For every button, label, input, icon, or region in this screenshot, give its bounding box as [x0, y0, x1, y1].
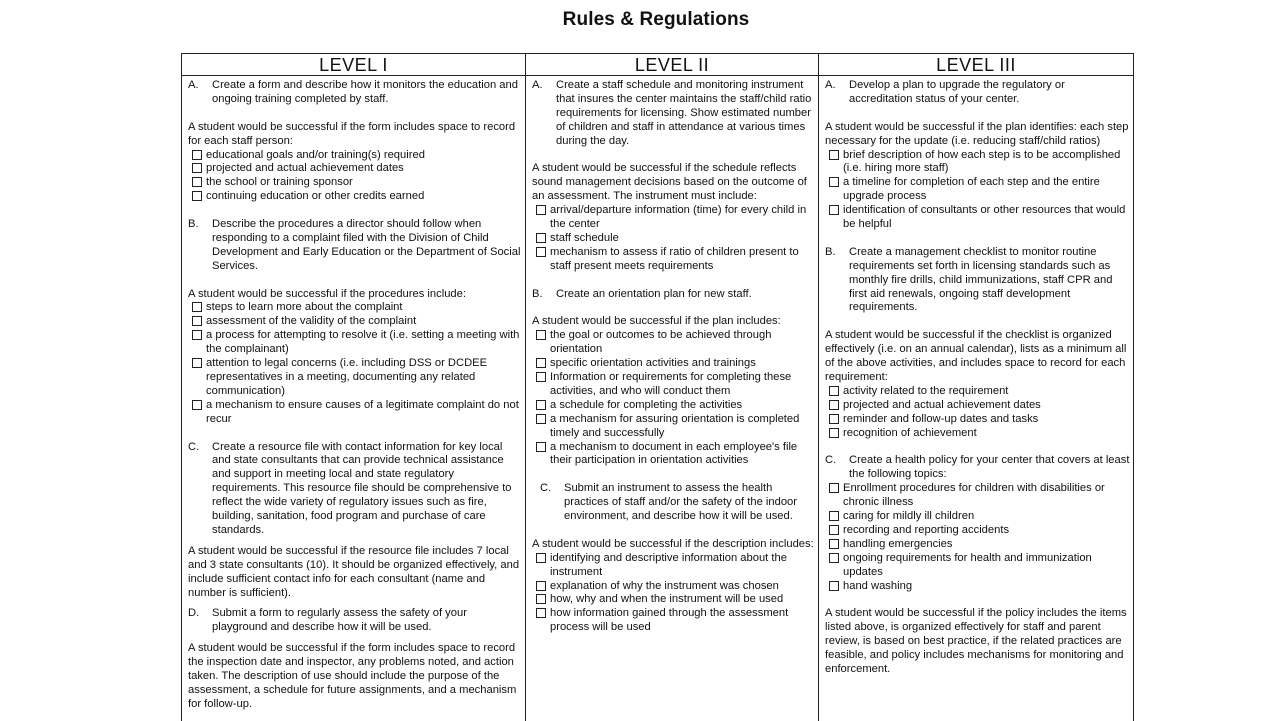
- checklist-item[interactable]: attention to legal concerns (i.e. including DSS or DCDEE representatives in a meeting, documenting any related communication): [192, 357, 521, 399]
- task-letter: B.: [825, 245, 836, 258]
- criteria-text: A student would be successful if the procedures include:: [188, 287, 466, 300]
- checkbox[interactable]: [192, 316, 202, 326]
- checkbox[interactable]: [536, 358, 546, 368]
- level-1-column: [182, 54, 526, 721]
- checklist-item[interactable]: educational goals and/or training(s) required: [192, 149, 521, 163]
- task-c: [188, 441, 521, 538]
- checklist-item[interactable]: mechanism to assess if ratio of children present to staff present meets requirements: [536, 246, 815, 274]
- checklist-item[interactable]: the goal or outcomes to be achieved through orientation: [536, 329, 815, 357]
- task-text: Submit a form to regularly assess the safety of your playground and describe how it will be used.: [212, 607, 467, 634]
- checklist-item[interactable]: activity related to the requirement: [829, 385, 1130, 399]
- criteria-text: A student would be successful if the description includes:: [532, 537, 814, 550]
- task-a: [825, 79, 1130, 107]
- task-b: [825, 246, 1130, 316]
- level-3-header: LEVEL III: [819, 54, 1133, 76]
- task-letter: B.: [188, 218, 199, 231]
- level-1-header: LEVEL I: [182, 54, 525, 76]
- checkbox[interactable]: [192, 330, 202, 340]
- task-letter: D.: [188, 607, 200, 620]
- checklist-item[interactable]: ongoing requirements for health and immunization updates: [829, 552, 1130, 580]
- checkbox[interactable]: [192, 150, 202, 160]
- task-letter: C.: [540, 482, 552, 495]
- criteria-text: A student would be successful if the plan includes:: [532, 315, 781, 328]
- checklist-item[interactable]: identifying and descriptive information about the instrument: [536, 552, 815, 580]
- checkbox[interactable]: [536, 400, 546, 410]
- checkbox[interactable]: [829, 205, 839, 215]
- checklist-item[interactable]: how, why and when the instrument will be used: [536, 593, 815, 607]
- checklist-item[interactable]: arrival/departure information (time) for every child in the center: [536, 204, 815, 232]
- task-letter: A.: [188, 79, 199, 91]
- checklist-item[interactable]: how information gained through the assessment process will be used: [536, 607, 815, 635]
- checklist-item[interactable]: Enrollment procedures for children with disabilities or chronic illness: [829, 482, 1130, 510]
- checklist-item[interactable]: reminder and follow-up dates and tasks: [829, 413, 1130, 427]
- task-letter: C.: [825, 454, 837, 467]
- criteria-text: A student would be successful if the schedule reflects sound management decisions based on the outcome of an assessment. The instrument must include:: [532, 162, 807, 203]
- checklist-item[interactable]: Information or requirements for completing these activities, and who will conduct them: [536, 371, 815, 399]
- checkbox[interactable]: [536, 594, 546, 604]
- checkbox[interactable]: [829, 150, 839, 160]
- level-1-body: [182, 76, 525, 712]
- task-text: Create a health policy for your center that covers at least the following topics:: [849, 454, 1130, 481]
- checkbox[interactable]: [829, 483, 839, 493]
- task-text: Describe the procedures a director should follow when responding to a complaint filed with the Division of Child Development and Early Education or the Department of Social Services.: [212, 218, 521, 272]
- checklist-item[interactable]: steps to learn more about the complaint: [192, 301, 521, 315]
- checkbox[interactable]: [192, 177, 202, 187]
- task-text: Create a management checklist to monitor routine requirements set forth in licensing standards such as monthly fire drills, child immunizations, staff CPR and first aid renewals, ongoing staff development requirements.: [849, 245, 1113, 314]
- checkbox[interactable]: [536, 247, 546, 257]
- checkbox[interactable]: [536, 372, 546, 382]
- task-a: [532, 79, 815, 149]
- checklist-item[interactable]: a schedule for completing the activities: [536, 399, 815, 413]
- task-text: Create a form and describe how it monitors the education and ongoing training completed by staff.: [212, 79, 518, 105]
- checkbox[interactable]: [192, 302, 202, 312]
- criteria-text: A student would be successful if the form includes space to record for each staff person:: [188, 120, 516, 147]
- task-c: [825, 454, 1130, 482]
- checklist-item[interactable]: projected and actual achievement dates: [829, 399, 1130, 413]
- checklist-item[interactable]: hand washing: [829, 580, 1130, 594]
- checkbox[interactable]: [829, 553, 839, 563]
- checklist-item[interactable]: caring for mildly ill children: [829, 510, 1130, 524]
- task-letter: B.: [532, 287, 543, 300]
- checkbox[interactable]: [536, 581, 546, 591]
- checkbox[interactable]: [192, 163, 202, 173]
- checklist-item[interactable]: handling emergencies: [829, 538, 1130, 552]
- checklist-item[interactable]: a mechanism to ensure causes of a legitimate complaint do not recur: [192, 399, 521, 427]
- task-b: [188, 218, 521, 274]
- checkbox[interactable]: [829, 511, 839, 521]
- checkbox[interactable]: [192, 400, 202, 410]
- checklist-item[interactable]: continuing education or other credits earned: [192, 190, 521, 204]
- checklist-item[interactable]: recognition of achievement: [829, 427, 1130, 441]
- checkbox[interactable]: [829, 539, 839, 549]
- task-text: Develop a plan to upgrade the regulatory or accreditation status of your center.: [849, 79, 1065, 105]
- task-b: [532, 288, 815, 302]
- checklist-item[interactable]: a mechanism to document in each employee's file their participation in orientation activities: [536, 441, 815, 469]
- level-3-column: [819, 54, 1133, 721]
- checklist-item[interactable]: assessment of the validity of the complaint: [192, 315, 521, 329]
- checkbox[interactable]: [829, 525, 839, 535]
- page-title: Rules & Regulations: [562, 9, 750, 30]
- level-2-body: [526, 76, 818, 635]
- levels-table: [181, 53, 1134, 721]
- criteria-text: A student would be successful if the form includes space to record the inspection date and inspector, any problems noted, and action taken. The description of use should include the purpose of the assessment, a schedule for future assignments, and a mechanism for follow-up.: [188, 642, 517, 710]
- task-text: Submit an instrument to assess the health practices of staff and/or the safety of the indoor environment, and describe how it will be used.: [564, 482, 798, 523]
- checkbox[interactable]: [192, 358, 202, 368]
- task-c: [532, 482, 815, 524]
- checkbox[interactable]: [829, 177, 839, 187]
- checklist-item[interactable]: identification of consultants or other resources that would be helpful: [829, 204, 1130, 232]
- checklist-item[interactable]: projected and actual achievement dates: [192, 162, 521, 176]
- checklist-item[interactable]: brief description of how each step is to be accomplished (i.e. hiring more staff): [829, 149, 1130, 177]
- task-letter: A.: [825, 79, 836, 91]
- checkbox[interactable]: [536, 608, 546, 618]
- checkbox[interactable]: [536, 414, 546, 424]
- checkbox[interactable]: [536, 233, 546, 243]
- checkbox[interactable]: [536, 205, 546, 215]
- checklist-item[interactable]: a timeline for completion of each step and the entire upgrade process: [829, 176, 1130, 204]
- task-text: Create a staff schedule and monitoring instrument that insures the center maintains the staff/child ratio requirements for licensing. Show estimated number of children and staff in attendance at various times during the day.: [556, 79, 812, 147]
- task-letter: C.: [188, 440, 200, 453]
- criteria-text: A student would be successful if the resource file includes 7 local and 3 state consultants (10). It should be organized effectively, and include sufficient contact info for each consultant (name and number is sufficient).: [188, 544, 520, 599]
- level-2-column: [526, 54, 819, 721]
- task-letter: A.: [532, 79, 543, 91]
- checklist-item[interactable]: specific orientation activities and trainings: [536, 357, 815, 371]
- checkbox[interactable]: [192, 191, 202, 201]
- criteria-text: A student would be successful if the policy includes the items listed above, is organized effectively for staff and parent review, is based on best practice, if the related practices are feasible, and policy includes mechanisms for monitoring and enforcement.: [825, 607, 1127, 675]
- task-d: [188, 607, 521, 635]
- task-text: Create an orientation plan for new staff.: [556, 287, 752, 300]
- checklist-item[interactable]: staff schedule: [536, 232, 815, 246]
- criteria-text: A student would be successful if the plan identifies: each step necessary for the update (i.e. reducing staff/child ratios): [825, 120, 1129, 147]
- checkbox[interactable]: [829, 581, 839, 591]
- checkbox[interactable]: [829, 414, 839, 424]
- checkbox[interactable]: [536, 553, 546, 563]
- checklist-item[interactable]: recording and reporting accidents: [829, 524, 1130, 538]
- checkbox[interactable]: [536, 330, 546, 340]
- checkbox[interactable]: [829, 386, 839, 396]
- criteria-text: A student would be successful if the checklist is organized effectively (i.e. on an annual calendar), lists as a minimum all of the above activities, and includes space to record for each requirement:: [825, 329, 1127, 383]
- task-text: Create a resource file with contact information for key local and state consultants that can provide technical assistance and support in meeting local and state regulatory requirements. This resource file should be comprehensive to reflect the wide variety of regulatory issues such as fire, building, sanitation, food program and purchase of care standards.: [212, 440, 512, 536]
- checklist-item[interactable]: the school or training sponsor: [192, 176, 521, 190]
- checklist-item[interactable]: a process for attempting to resolve it (i.e. setting a meeting with the complainant): [192, 329, 521, 357]
- task-a: [188, 79, 521, 107]
- level-2-header: LEVEL II: [526, 54, 818, 76]
- checkbox[interactable]: [829, 400, 839, 410]
- level-3-body: [819, 76, 1133, 677]
- checklist-item[interactable]: explanation of why the instrument was chosen: [536, 580, 815, 594]
- checkbox[interactable]: [536, 442, 546, 452]
- checklist-item[interactable]: a mechanism for assuring orientation is completed timely and successfully: [536, 413, 815, 441]
- checkbox[interactable]: [829, 428, 839, 438]
